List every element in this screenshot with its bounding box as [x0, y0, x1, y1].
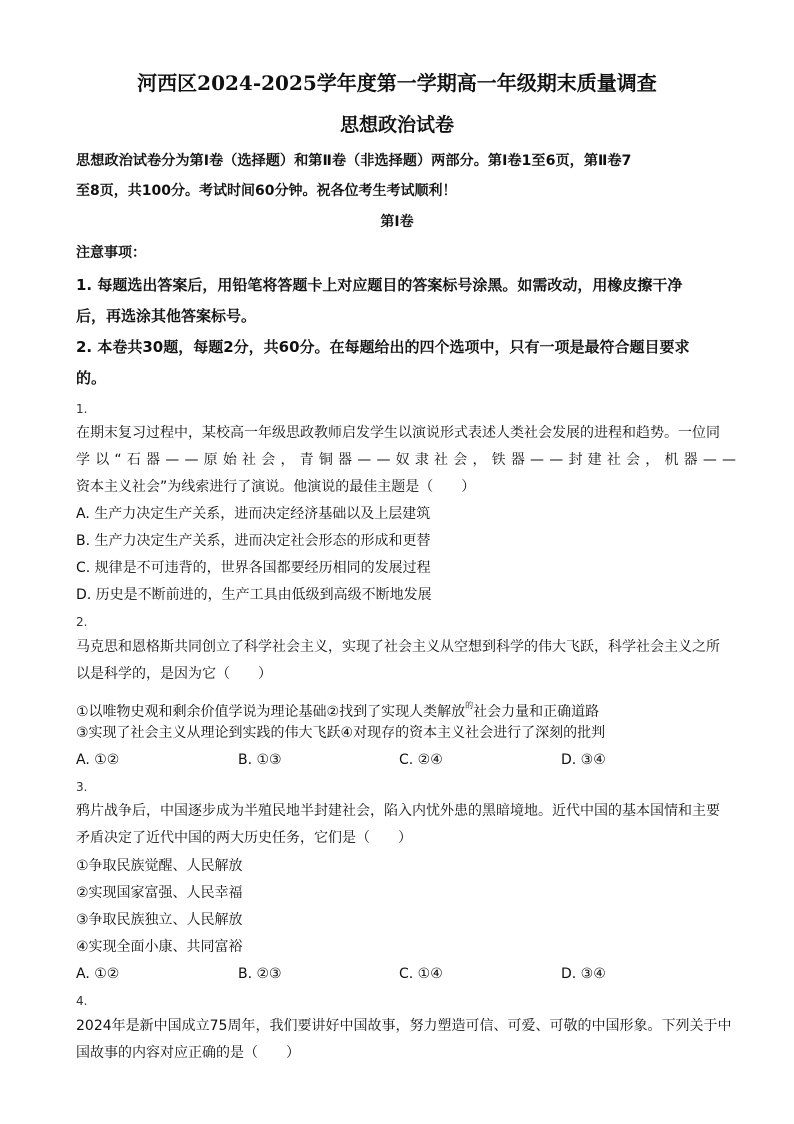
superscript-char: 的 [465, 701, 474, 710]
question-stem-line: 2024年是新中国成立75周年，我们要讲好中国故事，努力塑造可信、可爱、可敬的中国形象。下列关于中 [76, 1018, 732, 1034]
answer-option-a[interactable]: A. ①② [76, 752, 120, 768]
question-number: 1. [76, 402, 88, 416]
answer-option-b[interactable]: B. ①③ [238, 752, 282, 768]
notice-line: 2. 本卷共30题，每题2分，共60分。在每题给出的四个选项中，只有一项是最符合题目要求 [76, 338, 690, 356]
statement-line: ③争取民族独立、人民解放 [76, 912, 243, 928]
answer-option-c[interactable]: C. ①④ [399, 966, 443, 982]
notice-line: 后，再选涂其他答案标号。 [76, 307, 257, 325]
question-stem-line: 马克思和恩格斯共同创立了科学社会主义，实现了社会主义从空想到科学的伟大飞跃，科学社会主义之所 [76, 639, 720, 655]
answer-option-a[interactable]: A. ①② [76, 966, 120, 982]
statement-line: ④实现全面小康、共同富裕 [76, 939, 243, 955]
question-stem-line: 资本主义社会”为线索进行了演说。他演说的最佳主题是（ ） [76, 479, 476, 495]
page-subtitle: 思想政治试卷 [339, 114, 454, 136]
question-stem-line: 国故事的内容对应正确的是（ ） [76, 1045, 300, 1061]
statement-line: ①争取民族觉醒、人民解放 [76, 858, 243, 874]
question-stem-line: 以是科学的，是因为它（ ） [76, 666, 272, 682]
question-stem-line: 矛盾决定了近代中国的两大历史任务，它们是（ ） [76, 830, 412, 846]
statement-line: ③实现了社会主义从理论到实践的伟大飞跃④对现存的资本主义社会进行了深刻的批判 [76, 725, 606, 741]
statement-line [76, 697, 599, 721]
notice-heading: 注意事项： [76, 245, 146, 261]
intro-line-2: 至8页，共100分。考试时间60分钟。祝各位考生考试顺利！ [76, 183, 457, 199]
question-stem-line: 学以“石器——原始社会，青铜器——奴隶社会，铁器——封建社会，机器—— [76, 452, 742, 468]
notice-line: 1. 每题选出答案后，用铅笔将答题卡上对应题目的答案标号涂黑。如需改动，用橡皮擦干净 [76, 276, 683, 294]
question-stem-line: 在期末复习过程中，某校高一年级思政教师启发学生以演说形式表述人类社会发展的进程和趋势。一位同 [76, 425, 720, 441]
answer-option-a[interactable]: A. 生产力决定生产关系，进而决定经济基础以及上层建筑 [76, 506, 431, 522]
statement-part: 社会力量和正确道路 [473, 704, 600, 720]
answer-option-b[interactable]: B. 生产力决定生产关系，进而决定社会形态的形成和更替 [76, 533, 431, 549]
notice-line: 的。 [76, 369, 107, 387]
statement-line: ②实现国家富强、人民幸福 [76, 885, 243, 901]
answer-option-c[interactable]: C. 规律是不可违背的，世界各国都要经历相同的发展过程 [76, 560, 431, 576]
answer-option-d[interactable]: D. ③④ [561, 966, 606, 982]
intro-line-1: 思想政治试卷分为第Ⅰ卷（选择题）和第Ⅱ卷（非选择题）两部分。第Ⅰ卷1至6页，第Ⅱ卷7 [76, 153, 632, 169]
question-number: 2. [76, 615, 88, 629]
section-heading: 第Ⅰ卷 [380, 214, 414, 230]
answer-option-d[interactable]: D. 历史是不断前进的，生产工具由低级到高级不断地发展 [76, 587, 432, 603]
answer-option-c[interactable]: C. ②④ [399, 752, 443, 768]
question-number: 3. [76, 780, 88, 794]
question-number: 4. [76, 994, 88, 1008]
answer-option-b[interactable]: B. ②③ [238, 966, 282, 982]
page-title: 河西区2024-2025学年度第一学期高一年级期末质量调查 [137, 71, 657, 95]
question-stem-line: 鸦片战争后，中国逐步成为半殖民地半封建社会，陷入内忧外患的黑暗境地。近代中国的基本国情和主要 [76, 803, 720, 819]
answer-option-d[interactable]: D. ③④ [561, 752, 606, 768]
statement-part: ①以唯物史观和剩余价值学说为理论基础②找到了实现人类解放 [76, 704, 466, 720]
